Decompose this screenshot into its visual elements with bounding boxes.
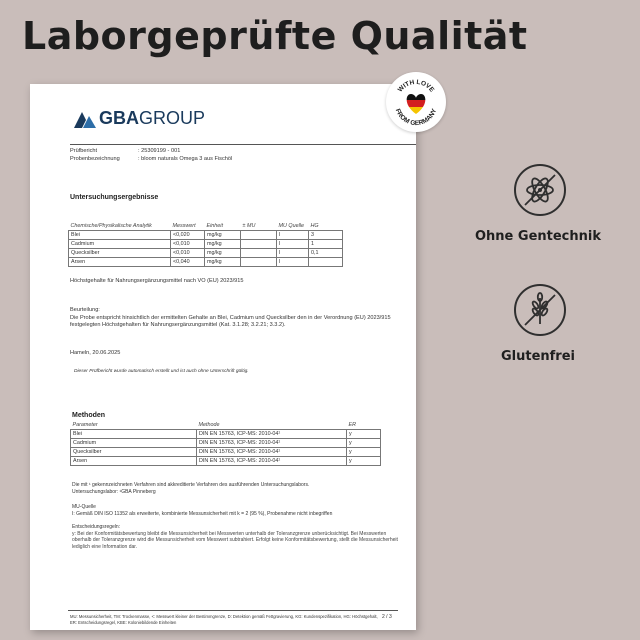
- cell: [309, 258, 343, 267]
- cell: y: [347, 439, 381, 448]
- footer-line-1: MU: Messunsicherheit, TM: Trockenmasse, <: Messwert kleiner der Bestimmgrenze, D: Detektion gemäß Fettgravierung, KG: Kundenspezifikation, HG: Höchstgehalt,: [70, 614, 378, 619]
- results-header-row: [69, 222, 343, 231]
- table-row: [69, 240, 343, 249]
- cell: I: [277, 258, 309, 267]
- table-row: [71, 448, 381, 457]
- accreditation-note: Die mit ¹ gekennzeichneten Verfahren sind akkreditierte Verfahren des ausführenden Untersuchungslabors.: [72, 482, 310, 488]
- cell: <0,020: [171, 231, 205, 240]
- logo-text-bold: GBA: [99, 108, 139, 128]
- cell: Cadmium: [71, 439, 197, 448]
- cell: Arsen: [69, 258, 171, 267]
- cell: mg/kg: [205, 249, 241, 258]
- methods-table: [70, 421, 381, 466]
- cell: <0,040: [171, 258, 205, 267]
- gba-logo-icon: [74, 110, 96, 128]
- methods-title: Methoden: [72, 412, 106, 419]
- cell: [241, 258, 277, 267]
- col-header: ± MU: [241, 222, 277, 231]
- cell: I: [277, 249, 309, 258]
- cell: I: [277, 240, 309, 249]
- header-rule: [70, 144, 416, 145]
- cell: Quecksilber: [71, 448, 197, 457]
- table-row: [69, 249, 343, 258]
- results-table: [68, 222, 343, 267]
- cell: Quecksilber: [69, 249, 171, 258]
- cell: mg/kg: [205, 231, 241, 240]
- badge-text-top: WITH LOVE: [396, 78, 436, 94]
- table-row: [71, 430, 381, 439]
- footer-line-2: ER: Entscheidungsregel, KBE: Koloniebildende Einheiten: [70, 620, 177, 625]
- cell: [241, 249, 277, 258]
- feature-label-gluten-free: Glutenfrei: [500, 349, 575, 364]
- meta-key-sample: Probenbezeichnung: [70, 156, 120, 162]
- col-header: Messwert: [171, 222, 205, 231]
- cell: Blei: [71, 430, 197, 439]
- assessment-title: Beurteilung:: [70, 307, 100, 313]
- table-row: [71, 457, 381, 466]
- col-header: Methode: [197, 421, 347, 430]
- cell: [241, 240, 277, 249]
- page-number: 2 / 3: [382, 614, 392, 620]
- cell: 1: [309, 240, 343, 249]
- col-header: ER: [347, 421, 381, 430]
- cell: y: [347, 430, 381, 439]
- gluten-free-icon: [514, 284, 566, 336]
- col-header: Parameter: [71, 421, 197, 430]
- assessment-text: Die Probe entspricht hinsichtlich der ermittelten Gehalte an Blei, Cadmium und Quecksilber den in der Verordnung (EU) 2023/915 festgelegten Höchstgehalten für Nahrungsergänzungsmittel (Kat. 3.1.28; 3.2.21; 3.3.2).: [70, 315, 391, 328]
- table-row: [71, 439, 381, 448]
- meta-key-report: Prüfbericht: [70, 148, 98, 154]
- mu-title: MU-Quelle: [72, 504, 96, 510]
- cell: Cadmium: [69, 240, 171, 249]
- rules-title: Entscheidungsregeln:: [72, 524, 121, 530]
- headline: Laborgeprüfte Qualität: [22, 14, 528, 58]
- cell: DIN EN 15763, ICP-MS: 2010-04¹: [197, 457, 347, 466]
- cell: mg/kg: [205, 258, 241, 267]
- auto-generated-note: Dieser Prüfbericht wurde automatisch erstellt und ist auch ohne Unterschrift gültig.: [74, 369, 249, 374]
- cell: DIN EN 15763, ICP-MS: 2010-04¹: [197, 430, 347, 439]
- cell: <0,010: [171, 249, 205, 258]
- cell: [241, 231, 277, 240]
- cell: 0,1: [309, 249, 343, 258]
- table-row: [69, 231, 343, 240]
- lab-report-document: [30, 84, 416, 630]
- badge-text-bottom: FROM GERMANY: [393, 107, 439, 128]
- cell: y: [347, 448, 381, 457]
- cell: <0,010: [171, 240, 205, 249]
- col-header: HG: [309, 222, 343, 231]
- no-gmo-icon: [514, 164, 566, 216]
- col-header: Einheit: [205, 222, 241, 231]
- cell: Arsen: [71, 457, 197, 466]
- cell: DIN EN 15763, ICP-MS: 2010-04¹: [197, 448, 347, 457]
- rules-text: y: Bei der Konformitätsbewertung bleibt die Messunsicherheit bei Messwerten unterhalb der Toleranzgrenze unberücksichtigt. Bei Messwerten oberhalb der Toleranzgrenze wird die Messunsicherheit vom Messwert subtrahiert. Erfolgt keine Konformitätsbewertung, stellt die Messunsicherheit lediglich eine Information dar.: [72, 531, 398, 550]
- meta-value-sample: : bloom naturals Omega 3 aus Fischöl: [138, 156, 233, 162]
- meta-value-report: : 25309199 - 001: [138, 148, 181, 154]
- feature-label-no-gmo: Ohne Gentechnik: [475, 229, 601, 244]
- mu-text: I: Gemäß DIN ISO 11352 als erweiterte, kombinierte Messunsicherheit mit k = 2 (95 %), Probenahme nicht inbegriffen: [72, 511, 333, 517]
- cell: I: [277, 231, 309, 240]
- methods-header-row: [71, 421, 381, 430]
- col-header: Chemische/Physikalische Analytik: [69, 222, 171, 231]
- table-row: [69, 258, 343, 267]
- cell: 3: [309, 231, 343, 240]
- cell: Blei: [69, 231, 171, 240]
- gba-group-logo: [74, 108, 205, 129]
- results-title: Untersuchungsergebnisse: [70, 194, 159, 201]
- footer-rule: [68, 610, 398, 611]
- lab-name: Untersuchungslabor: ¹GBA Pinneberg: [72, 489, 156, 495]
- cell: y: [347, 457, 381, 466]
- cell: mg/kg: [205, 240, 241, 249]
- place-date: Hameln, 20.06.2025: [70, 350, 121, 356]
- limits-note: Höchstgehalte für Nahrungsergänzungsmittel nach VO (EU) 2023/915: [70, 278, 244, 284]
- logo-text-light: GROUP: [139, 108, 206, 128]
- col-header: MU Quelle: [277, 222, 309, 231]
- cell: DIN EN 15763, ICP-MS: 2010-04¹: [197, 439, 347, 448]
- made-in-germany-badge: [386, 72, 446, 132]
- germany-heart-icon: [386, 72, 446, 132]
